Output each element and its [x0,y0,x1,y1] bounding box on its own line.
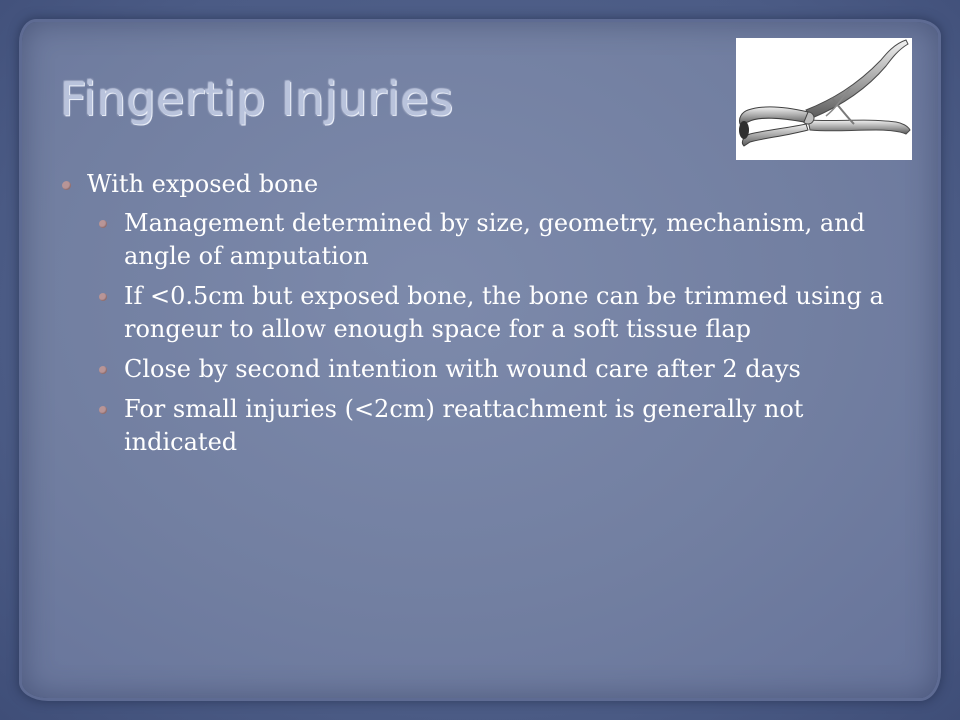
bullet-text: Management determined by size, geometry, mechanism, and angle of amputation [124,209,866,270]
bullet-dot-icon [99,293,107,301]
bullet-text: Close by second intention with wound care after 2 days [124,355,801,383]
bullet-dot-icon [62,181,71,190]
bullet-list [62,168,912,466]
bullet-dot-icon [99,220,107,228]
bullet-item-level2 [62,393,912,459]
rongeur-icon [736,38,912,160]
rongeur-image [736,38,912,160]
bullet-text: If <0.5cm but exposed bone, the bone can be trimmed using a rongeur to allow enough space for a soft tissue flap [124,282,884,343]
slide-title: Fingertip Injuries [60,72,454,126]
bullet-item-level2 [62,207,912,273]
bullet-item-level2 [62,280,912,346]
bullet-dot-icon [99,406,107,414]
bullet-text: With exposed bone [87,170,319,198]
bullet-item-level2 [62,353,912,386]
bullet-item-level1 [62,168,912,201]
bullet-text: For small injuries (<2cm) reattachment is generally not indicated [124,395,804,456]
bullet-dot-icon [99,366,107,374]
